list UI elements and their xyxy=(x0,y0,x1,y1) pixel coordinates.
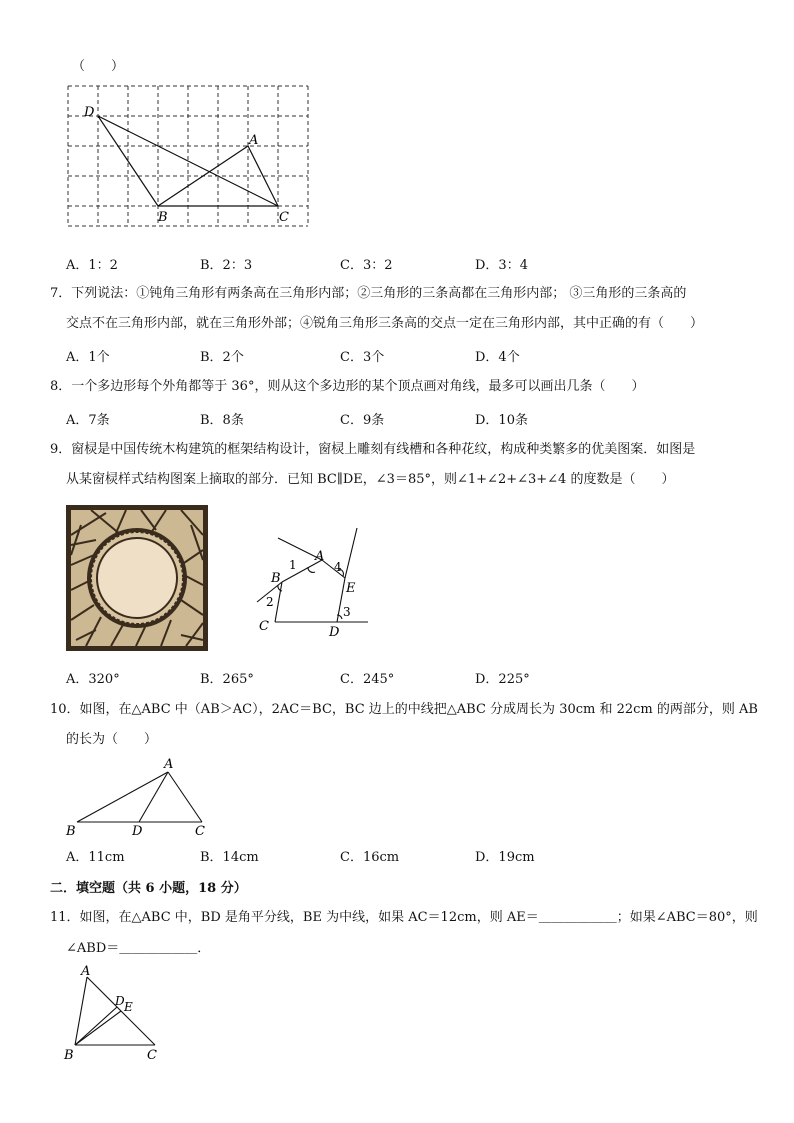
q10-option-c: C．16cm xyxy=(340,850,400,865)
q8-text-line1: 8．一个多边形每个外角都等于 36°，则从这个多边形的某个顶点画对角线，最多可以画出几条（ ） xyxy=(50,379,645,394)
q11-label-B: B xyxy=(64,1048,74,1063)
q7-option-b: B．2个 xyxy=(200,350,244,365)
q10-label-D: D xyxy=(132,824,143,839)
label-A: A xyxy=(249,133,259,148)
grid-lines xyxy=(68,86,308,226)
q7-option-a: A．1个 xyxy=(66,350,110,365)
q10-label-A: A xyxy=(164,757,174,772)
q11-text-line1: 11．如图，在△ABC 中，BD 是角平分线，BE 为中线，如果 AC＝12cm，则 AE＝＿＿＿＿＿＿；如果∠ABC＝80°，则 xyxy=(50,910,758,925)
q6-option-d: D．3：4 xyxy=(475,258,528,273)
q11-label-C: C xyxy=(147,1048,157,1063)
q11-triangle-figure xyxy=(60,963,170,1063)
q9-text-line2: 从某窗棂样式结构图案上摘取的部分．已知 BC∥DE，∠3＝85°，则∠1+∠2+∠3+∠4 的度数是（ ） xyxy=(66,472,675,487)
q6-option-c: C．3：2 xyxy=(340,258,393,273)
q9-label-B: B xyxy=(271,571,281,586)
label-B: B xyxy=(158,210,168,225)
q8-option-d: D．10条 xyxy=(475,413,528,428)
section-title-fill-in: 二．填空题（共 6 小题，18 分） xyxy=(50,881,247,896)
q9-angle-3: 3 xyxy=(343,605,351,619)
q7-text-line1: 7．下列说法：①钝角三角形有两条高在三角形内部；②三角形的三条高都在三角形内部； ③三角形的三条高的 xyxy=(50,286,687,301)
q10-option-b: B．14cm xyxy=(200,850,259,865)
q8-option-c: C．9条 xyxy=(340,413,385,428)
q10-label-C: C xyxy=(195,824,205,839)
q11-label-E: E xyxy=(124,1000,133,1014)
question-paren-top: （ ） xyxy=(72,59,125,74)
q9-label-E: E xyxy=(346,581,356,596)
q9-angle-1: 1 xyxy=(289,558,297,572)
q6-option-b: B．2：3 xyxy=(200,258,253,273)
window-lattice-image xyxy=(66,505,208,651)
label-C: C xyxy=(279,210,289,225)
q9-text-line1: 9．窗棂是中国传统木构建筑的框架结构设计，窗棂上雕刻有线槽和各种花纹，构成种类繁多的优美图案．如图是 xyxy=(50,442,696,457)
q6-option-a: A．1：2 xyxy=(66,258,118,273)
q9-option-a: A．320° xyxy=(66,672,120,687)
q11-label-A: A xyxy=(81,964,91,979)
grid-figure xyxy=(60,80,320,230)
q9-geometry-figure xyxy=(245,520,375,645)
q10-label-B: B xyxy=(66,824,76,839)
q9-option-d: D．225° xyxy=(475,672,530,687)
q10-triangle-figure xyxy=(62,755,222,841)
q9-label-D: D xyxy=(329,625,340,640)
q10-text-line1: 10．如图，在△ABC 中（AB＞AC），2AC＝BC，BC 边上的中线把△ABC 分成周长为 30cm 和 22cm 的两部分，则 AB xyxy=(50,702,758,717)
label-D: D xyxy=(84,105,95,120)
q9-option-c: C．245° xyxy=(340,672,395,687)
q7-text-line2: 交点不在三角形内部，就在三角形外部；④锐角三角形三条高的交点一定在三角形内部，其中正确的有（ ） xyxy=(66,316,704,331)
q7-option-c: C．3个 xyxy=(340,350,385,365)
q9-label-C: C xyxy=(259,619,269,634)
q9-label-A: A xyxy=(315,549,325,564)
q10-text-line2: 的长为（ ） xyxy=(66,732,158,747)
q10-option-a: A．11cm xyxy=(66,850,125,865)
q8-option-b: B．8条 xyxy=(200,413,244,428)
q9-angle-4: 4 xyxy=(334,560,342,574)
q11-text-line2: ∠ABD＝＿＿＿＿＿＿． xyxy=(66,941,211,956)
q9-angle-2: 2 xyxy=(266,595,274,609)
q11-label-D: D xyxy=(115,994,125,1008)
q9-option-b: B．265° xyxy=(200,672,254,687)
q10-option-d: D．19cm xyxy=(475,850,535,865)
q8-option-a: A．7条 xyxy=(66,413,110,428)
q7-option-d: D．4个 xyxy=(475,350,520,365)
